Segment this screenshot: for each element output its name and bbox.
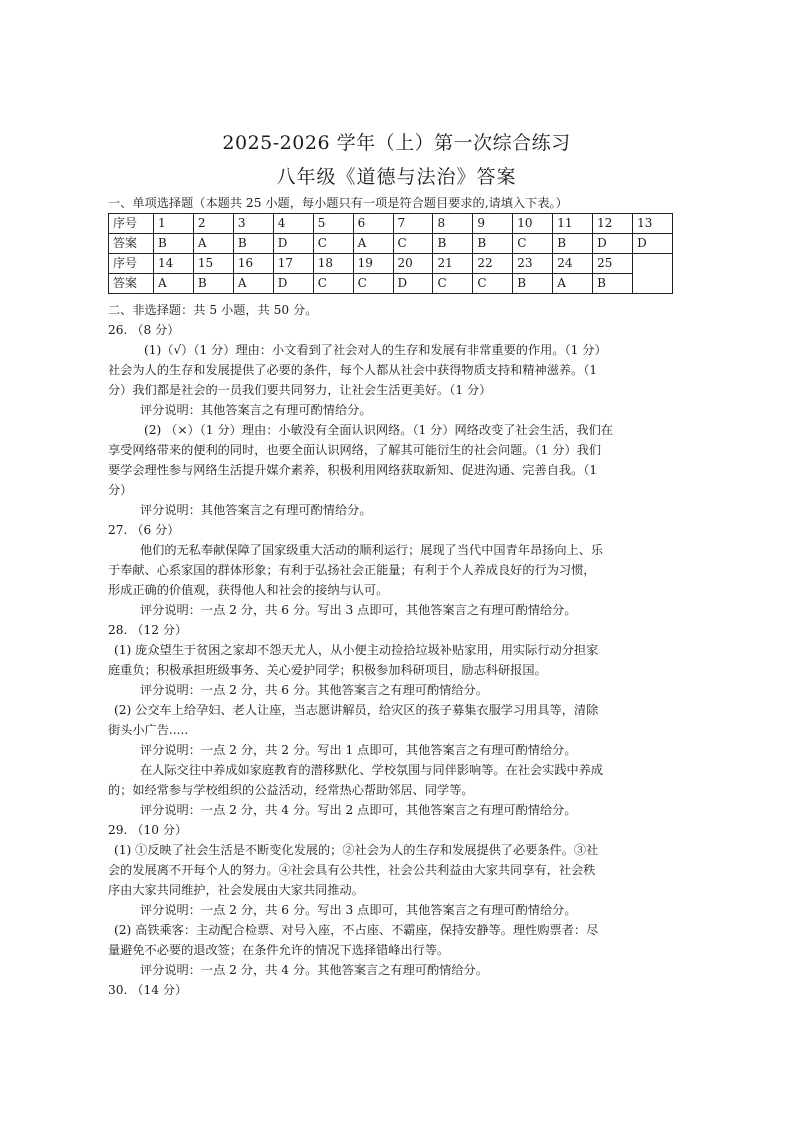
question-27-heading: 27. （6 分） <box>108 523 180 537</box>
table-cell: 答案 <box>109 274 154 294</box>
table-cell: C <box>313 234 353 254</box>
table-cell: 1 <box>154 214 194 234</box>
table-cell: 20 <box>393 254 433 274</box>
question-26-heading: 26. （8 分） <box>108 323 180 337</box>
document-title-year: 2025-2026 学年（上）第一次综合练习 <box>222 132 571 154</box>
table-cell: B <box>233 234 273 254</box>
text-line: 分）我们都是社会的一员我们要共同努力，让社会生活更美好。（1 分） <box>108 383 492 397</box>
table-cell: B <box>593 274 633 294</box>
table-cell: C <box>393 234 433 254</box>
table-cell: 9 <box>473 214 513 234</box>
table-row <box>109 234 673 254</box>
answer-table <box>108 213 673 294</box>
table-cell: 16 <box>233 254 273 274</box>
text-line: 形成正确的价值观，获得他人和社会的接纳与认可。 <box>108 583 389 597</box>
scoring-note: 评分说明：一点 2 分，共 4 分。其他答案言之有理可酌情给分。 <box>140 963 488 977</box>
table-cell: 15 <box>193 254 233 274</box>
table-cell: 21 <box>433 254 473 274</box>
table-cell: 5 <box>313 214 353 234</box>
scoring-note: 评分说明：一点 2 分，共 4 分。写出 2 点即可，其他答案言之有理可酌情给分。 <box>140 803 577 817</box>
scoring-note: 评分说明：一点 2 分，共 6 分。写出 3 点即可，其他答案言之有理可酌情给分。 <box>140 903 577 917</box>
text-line: 分） <box>108 483 133 497</box>
text-line: (1)（√）（1 分）理由：小文看到了社会对人的生存和发展有非常重要的作用。（1 分） <box>144 343 607 357</box>
table-cell: A <box>193 234 233 254</box>
table-cell: D <box>273 234 313 254</box>
table-cell: A <box>553 274 593 294</box>
document-title-subject: 八年级《道德与法治》答案 <box>276 166 517 188</box>
table-cell: B <box>154 234 194 254</box>
table-cell: 12 <box>593 214 633 234</box>
scoring-note: 评分说明：一点 2 分，共 2 分。写出 1 点即可，其他答案言之有理可酌情给分。 <box>140 743 577 757</box>
table-cell: A <box>353 234 393 254</box>
table-cell: B <box>513 274 553 294</box>
table-cell: 14 <box>154 254 194 274</box>
question-30-heading: 30. （14 分） <box>108 983 188 997</box>
text-line: (1) ①反映了社会生活是不断变化发展的；②社会为人的生存和发展提供了必要条件。③社 <box>114 843 599 857</box>
table-cell: D <box>273 274 313 294</box>
scoring-note: 评分说明：一点 2 分，共 6 分。其他答案言之有理可酌情给分。 <box>140 683 488 697</box>
table-row <box>109 254 673 274</box>
table-cell: 11 <box>553 214 593 234</box>
table-cell: 25 <box>593 254 633 274</box>
scoring-note: 评分说明：其他答案言之有理可酌情给分。 <box>140 503 372 517</box>
text-line: 序由大家共同维护，社会发展由大家共同推动。 <box>108 883 364 897</box>
text-line: 在人际交往中养成如家庭教育的潜移默化、学校氛围与同伴影响等。在社会实践中养成 <box>140 763 604 777</box>
text-line: 会的发展离不开每个人的努力。④社会具有公共性，社会公共利益由大家共同享有，社会秩 <box>108 863 596 877</box>
table-cell: A <box>154 274 194 294</box>
table-cell: D <box>593 234 633 254</box>
text-line: 要学会理性参与网络生活提升媒介素养，积极利用网络获取新知、促进沟通、完善自我。（1 <box>108 463 598 477</box>
table-cell: 2 <box>193 214 233 234</box>
table-cell: B <box>193 274 233 294</box>
table-cell: 24 <box>553 254 593 274</box>
text-line: (2) （×）（1 分）理由：小敏没有全面认识网络。（1 分）网络改变了社会生活，我们在 <box>144 423 613 437</box>
table-cell: 序号 <box>109 254 154 274</box>
text-line: 量避免不必要的退改签；在条件允许的情况下选择错峰出行等。 <box>108 943 450 957</box>
section1-heading: 一、单项选择题（本题共 25 小题，每小题只有一项是符合题目要求的,请填入下表。） <box>108 196 568 210</box>
table-cell: C <box>313 274 353 294</box>
table-cell: C <box>513 234 553 254</box>
table-cell: D <box>393 274 433 294</box>
table-cell: B <box>433 234 473 254</box>
table-cell: 17 <box>273 254 313 274</box>
table-cell: 序号 <box>109 214 154 234</box>
table-cell: 23 <box>513 254 553 274</box>
text-line: (2) 公交车上给孕妇、老人让座，当志愿讲解员，给灾区的孩子募集衣服学习用具等，清除 <box>114 703 599 717</box>
table-cell: 答案 <box>109 234 154 254</box>
table-cell: 4 <box>273 214 313 234</box>
table-cell: 22 <box>473 254 513 274</box>
text-line: 的；如经常参与学校组织的公益活动，经常热心帮助邻居、同学等。 <box>108 783 474 797</box>
text-line: 他们的无私奉献保障了国家级重大活动的顺利运行；展现了当代中国青年昂扬向上、乐 <box>140 543 604 557</box>
table-cell: 19 <box>353 254 393 274</box>
table-row <box>109 274 673 294</box>
table-cell: C <box>433 274 473 294</box>
table-cell: B <box>473 234 513 254</box>
text-line: (1) 庞众望生于贫困之家却不怨天尤人，从小便主动捡拾垃圾补贴家用，用实际行动分担家 <box>114 643 599 657</box>
text-line: 社会为人的生存和发展提供了必要的条件，每个人都从社会中获得物质支持和精神滋养。（1 <box>108 363 598 377</box>
table-cell: C <box>473 274 513 294</box>
table-cell: D <box>633 234 673 254</box>
text-line: 于奉献、心系家国的群体形象；有利于弘扬社会正能量；有利于个人养成良好的行为习惯， <box>108 563 596 577</box>
table-cell: 7 <box>393 214 433 234</box>
table-empty-cell <box>633 254 673 294</box>
text-line: 庭重负；积极承担班级事务、关心爱护同学；积极参加科研项目，励志科研报国。 <box>108 663 547 677</box>
scoring-note: 评分说明：一点 2 分，共 6 分。写出 3 点即可，其他答案言之有理可酌情给分。 <box>140 603 577 617</box>
section2-heading: 二、非选择题：共 5 小题，共 50 分。 <box>108 303 318 317</box>
question-29-heading: 29. （10 分） <box>108 823 188 837</box>
text-line: (2) 高铁乘客：主动配合检票、对号入座，不占座、不霸座，保持安静等。理性购票者：尽 <box>114 923 599 937</box>
text-line: 街头小广告..... <box>108 723 189 737</box>
table-cell: B <box>553 234 593 254</box>
table-cell: A <box>233 274 273 294</box>
table-cell: C <box>353 274 393 294</box>
scoring-note: 评分说明：其他答案言之有理可酌情给分。 <box>140 403 372 417</box>
table-row <box>109 214 673 234</box>
table-cell: 13 <box>633 214 673 234</box>
table-cell: 3 <box>233 214 273 234</box>
table-cell: 18 <box>313 254 353 274</box>
text-line: 享受网络带来的便利的同时，也要全面认识网络，了解其可能衍生的社会问题。（1 分）我们 <box>108 443 602 457</box>
table-cell: 6 <box>353 214 393 234</box>
question-28-heading: 28. （12 分） <box>108 623 188 637</box>
table-cell: 10 <box>513 214 553 234</box>
table-cell: 8 <box>433 214 473 234</box>
